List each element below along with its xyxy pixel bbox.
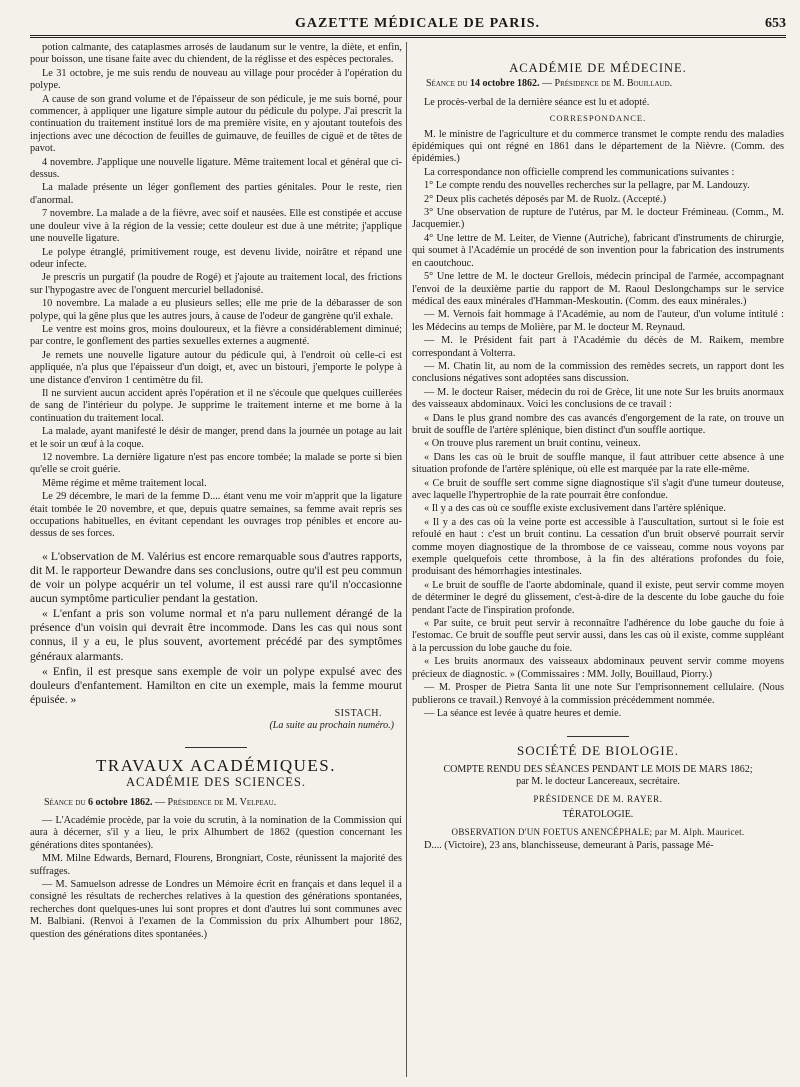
- observation-paragraph-3: A cause de son grand volume et de l'épaisseur de son pédicule, je me suis borné, pour commencer, à appliquer une ligature simple autour du pédicule du polype. J'ai prescrit la continuation du traitement institué lors de ma première visite, en y ajoutant toutefois des injections avec une décoction de feuilles de guimauve, de feuilles de ciguë et de têtes de pavot.: [30, 93, 402, 155]
- observation-paragraph-15: Même régime et même traitement local.: [42, 477, 207, 489]
- academie-medecine-title: ACADÉMIE DE MÉDECINE.: [509, 61, 687, 75]
- academie-medecine-paragraphs: [412, 129, 784, 721]
- observation-first-line: D.... (Victoire), 23 ans, blanchisseuse, demeurant à Paris, passage Mé-: [424, 839, 714, 851]
- medecine-paragraph-15: « Ce bruit de souffle sert comme signe diagnostique s'il s'agit d'une tumeur douteuse, avec laquelle l'hypertrophie de la rate pourrait être confondue.: [412, 477, 784, 501]
- observation-paragraph-10: Le ventre est moins gros, moins douloureux, et la fièvre a considérablement diminué; par contre, le gonflement des parties sexuelles externes a augmenté.: [30, 323, 402, 348]
- observation-paragraph-9: 10 novembre. La malade a eu plusieurs selles; elle me prie de la débarasser de son polype, qui la gêne plus que les autres jours, à cause de l'odeur de gangrène qu'il exhale.: [30, 298, 402, 322]
- medecine-paragraph-1: M. le ministre de l'agriculture et du commerce transmet le compte rendu des maladies épidémiques qui ont régné en 1861 dans le département de la Nièvre. (Comm. des épidémies.): [412, 128, 784, 165]
- medecine-paragraph-17: « Il y a des cas où la veine porte est accessible à l'auscultation, surtout si le foie est refoulé en haut : c'est un bruit continu. La cessation d'un bruit observé pourrait servir comme moyen diagnostique de la thrombose de ce vaisseau, comme nous voyons par exemple quelquefois cette thrombose, à la fin des altérations profondes du foie, produisant des hémorrhagies intestinales.: [412, 516, 784, 578]
- medecine-paragraph-22: — La séance est levée à quatre heures et demie.: [424, 707, 622, 719]
- observation-paragraph-11: Je remets une nouvelle ligature autour du pédicule qui, à l'endroit où celle-ci est appliquée, n'a plus que l'épaisseur d'un doigt, et, avec un bistouri, j'emporte le polype à une distance d'environ 1 centimètre du fil.: [30, 349, 402, 386]
- continuation-note: (La suite au prochain numéro.): [269, 720, 394, 732]
- medecine-paragraph-5: 3° Une observation de rupture de l'utérus, par M. le docteur Frémineau. (Comm., M. Jacquemier.): [412, 207, 784, 231]
- medecine-paragraph-12: « Dans le plus grand nombre des cas avancés d'engorgement de la rate, on trouve un bruit de souffle de l'artère splénique, bien distinct d'un souffle aortique.: [412, 412, 784, 436]
- observation-paragraph-8: Je prescris un purgatif (la poudre de Rogé) et j'ajoute au traitement local, des frictions sur l'hypogastre avec de l'onguent mercuriel belladonisé.: [30, 272, 402, 296]
- gap: [30, 542, 402, 550]
- section-rule-right: [567, 736, 629, 737]
- observation-title: OBSERVATION D'UN FOETUS ANENCÉPHALE; par M. Alph. Mauricet.: [451, 826, 745, 837]
- page-header: [30, 8, 786, 38]
- observation-paragraph-14: 12 novembre. La dernière ligature n'est pas encore tombée; la malade se porte si bien qu'elle se croit guérie.: [30, 452, 402, 476]
- societe-biologie-title: SOCIÉTÉ DE BIOLOGIE.: [517, 743, 679, 759]
- sciences-paragraph-3: — M. Samuelson adresse de Londres un Mémoire écrit en français et dans lequel il a consigné les résultats de recherches relatives à la question des générations spontanées, recherches dont quelques-unes lui sont propres et dont d'autres lui sont communes avec M. Balbiani. (Renvoi à l'examen de la Commission du prix Alhumbert pour 1862, question des générations dites spontanées.): [30, 878, 402, 940]
- compte-rendu-line1: COMPTE RENDU DES SÉANCES PENDANT LE MOIS DE MARS 1862;: [443, 763, 753, 775]
- medecine-paragraph-10: — M. Chatin lit, au nom de la commission des remèdes secrets, un rapport dont les conclusions négatives sont adoptées sans discussion.: [412, 360, 784, 385]
- observation-paragraph-12: Il ne survient aucun accident après l'opération et il ne s'écoule que quelques cuillerées de sang de l'intérieur du polype. Je supprime le traitement interne et me borne à la continuation du traitement local.: [30, 387, 402, 424]
- medecine-paragraph-4: 2° Deux plis cachetés déposés par M. de Ruolz. (Accepté.): [424, 193, 667, 205]
- seance-line-right: [426, 78, 784, 90]
- left-column: [30, 42, 402, 1077]
- medecine-paragraph-2: La correspondance non officielle comprend les communications suivantes :: [424, 166, 735, 178]
- observation-paragraphs: [30, 42, 402, 541]
- medecine-paragraph-16: « Il y a des cas où ce souffle existe exclusivement dans l'artère splénique.: [424, 503, 726, 515]
- teratologie-label: TÉRATOLOGIE.: [562, 809, 634, 821]
- academie-sciences-paragraphs: [30, 815, 402, 941]
- correspondance-label: CORRESPONDANCE.: [549, 113, 647, 124]
- medecine-paragraph-21: — M. Prosper de Pietra Santa lit une note Sur l'emprisonnement cellulaire. (Nous publierons ce travail.) Renvoyé à la commission précédemment nommée.: [412, 682, 784, 706]
- sciences-paragraph-1: — L'Académie procède, par la voie du scrutin, à la nomination de la Commission qui aura à décerner, s'il y a lieu, le prix Alhumbert de 1862 (question concernant les générations dites spontanées).: [30, 814, 402, 851]
- medecine-paragraph-18: « Le bruit de souffle de l'aorte abdominale, quand il existe, peut servir comme moyen de déterminer le degré du glissement, c'est-à-dire de la descente du lobe gauche du foie pendant l'acte de l'inspiration profonde.: [412, 579, 784, 616]
- medecine-paragraph-9: — M. le Président fait part à l'Académie du décès de M. Raikem, membre correspondant à Volterra.: [412, 335, 784, 359]
- compte-rendu-line2: par M. le docteur Lancereaux, secrétaire.: [516, 776, 680, 788]
- report-conclusions: [30, 550, 402, 707]
- seance-date-right: 14 octobre 1862.: [470, 78, 540, 90]
- section-rule: [185, 747, 247, 748]
- page-number: 653: [765, 16, 786, 31]
- observation-paragraph-13: La malade, ayant manifesté le désir de manger, prend dans la journée un potage au lait et le soir un œuf à la coque.: [30, 426, 402, 450]
- medecine-paragraph-7: 5° Une lettre de M. le docteur Grellois, médecin principal de l'armée, accompagnant l'envoi de la deuxième partie du rapport de M. Raoul Deslongchamps sur le service médical des eaux minérales d'Hamman-Meskoutin. (Comm. des eaux minérales.): [412, 271, 784, 307]
- seance-date: 6 octobre 1862.: [88, 796, 153, 808]
- seance-prefix-right: Séance du: [426, 78, 468, 90]
- proces-verbal: Le procès-verbal de la dernière séance est lu et adopté.: [424, 96, 650, 108]
- conclusion-paragraph-2: « L'enfant a pris son volume normal et n'a paru nullement dérangé de la présence d'un voisin qui devrait être incommode. Dans les cas qui nous sont connus, il y a eu, le plus souvent, avortement précédé par des symptômes généraux alarmants.: [30, 607, 402, 663]
- medecine-paragraph-19: « Par suite, ce bruit peut servir à reconnaître l'adhérence du lobe gauche du foie à l'estomac. Ce bruit de souffle peut servir aussi, dans les cas où il existe, comme suppléant à la percussion du lobe gauche du foie.: [412, 618, 784, 654]
- conclusion-paragraph-3: « Enfin, il est presque sans exemple de voir un polype expulsé avec des douleurs d'enfantement. Hamilton en cite un exemple, mais la femme mourut épuisée. »: [30, 664, 402, 706]
- seance-presidence-right: — Présidence de M. Bouillaud.: [542, 78, 673, 90]
- author-signature: SISTACH.: [334, 707, 382, 719]
- medecine-paragraph-6: 4° Une lettre de M. Leiter, de Vienne (Autriche), fabricant d'instruments de chirurgie, qui soumet à l'Académie un procédé de son invention pour la fabrication des instruments en caoutchouc.: [412, 232, 784, 269]
- seance-presidence: — Présidence de M. Velpeau.: [155, 796, 277, 808]
- medecine-paragraph-8: — M. Vernois fait hommage à l'Académie, au nom de l'auteur, d'un volume intitulé : les Médecins au temps de Molière, par M. le docteur M. Reynaud.: [412, 309, 784, 333]
- medecine-paragraph-11: — M. le docteur Raiser, médecin du roi de Grèce, lit une note Sur les bruits anormaux des vaisseaux abdominaux. Voici les conclusions de ce travail :: [412, 386, 784, 411]
- medecine-paragraph-3: 1° Le compte rendu des nouvelles recherches sur la pellagre, par M. Landouzy.: [424, 180, 750, 192]
- journal-title: GAZETTE MÉDICALE DE PARIS.: [294, 16, 541, 31]
- medecine-paragraph-20: « Les bruits anormaux des vaisseaux abdominaux peuvent servir comme moyens précieux de diagnostic. » (Commissaires : MM. Jolly, Bouillaud, Piorry.): [412, 656, 784, 680]
- seance-line: [44, 797, 402, 809]
- right-column: [412, 42, 784, 1077]
- seance-prefix: Séance du: [44, 796, 86, 808]
- conclusion-paragraph-1: « L'observation de M. Valérius est encore remarquable sous d'autres rapports, dit M. le rapporteur Dewandre dans ses conclusions, outre qu'il est peu commun de voir un polype acquérir un tel volume, il est aussi rare qu'il n'occasionne aucun symptôme particulier pendant la gestation.: [30, 549, 402, 606]
- observation-paragraph-2: Le 31 octobre, je me suis rendu de nouveau au village pour procéder à l'opération du polype.: [30, 67, 402, 92]
- observation-paragraph-1: potion calmante, des cataplasmes arrosés de laudanum sur le ventre, la diète, et enfin, pour boisson, une tisane faite avec du chiendent, de la réglisse et des espèces pectorales.: [30, 42, 402, 66]
- observation-paragraph-16: Le 29 décembre, le mari de la femme D.... étant venu me voir m'apprit que la ligature était tombée le 20 novembre, et que, depuis quatre semaines, sa femme avait repris ses occupations habituelles, en évitant cependant les ouvrages trop pénibles et encore au-dessus de ses forces.: [30, 491, 402, 540]
- academie-sciences-title: ACADÉMIE DES SCIENCES.: [126, 775, 306, 790]
- section-title: TRAVAUX ACADÉMIQUES.: [95, 755, 336, 775]
- column-divider: [406, 42, 407, 1077]
- observation-paragraph-4: 4 novembre. J'applique une nouvelle ligature. Même traitement local et général que ci-dessus.: [30, 156, 402, 181]
- medecine-paragraph-14: « Dans les cas où le bruit de souffle manque, il faut attribuer cette absence à une situation profonde de l'artère splénique, où elle est marquée par la rate elle-même.: [412, 451, 784, 476]
- sciences-paragraph-2: MM. Milne Edwards, Bernard, Flourens, Brongniart, Coste, réunissent la majorité des suffrages.: [30, 853, 402, 877]
- observation-paragraph-6: 7 novembre. La malade a de la fièvre, avec soif et nausées. Elle est constipée et accuse une douleur vive à la région de la vessie; cette douleur est due à une métrite; j'applique une nouvelle ligature.: [30, 208, 402, 245]
- compte-rendu: [412, 764, 784, 789]
- observation-paragraph-7: Le polype étranglé, primitivement rouge, est devenu livide, noirâtre et répand une odeur infecte.: [30, 246, 402, 270]
- medecine-paragraph-13: « On trouve plus rarement un bruit continu, veineux.: [424, 438, 641, 450]
- observation-paragraph-5: La malade présente un léger gonflement des parties génitales. Pour le reste, rien d'anormal.: [30, 182, 402, 206]
- presidence-line: PRÉSIDENCE DE M. RAYER.: [533, 793, 663, 804]
